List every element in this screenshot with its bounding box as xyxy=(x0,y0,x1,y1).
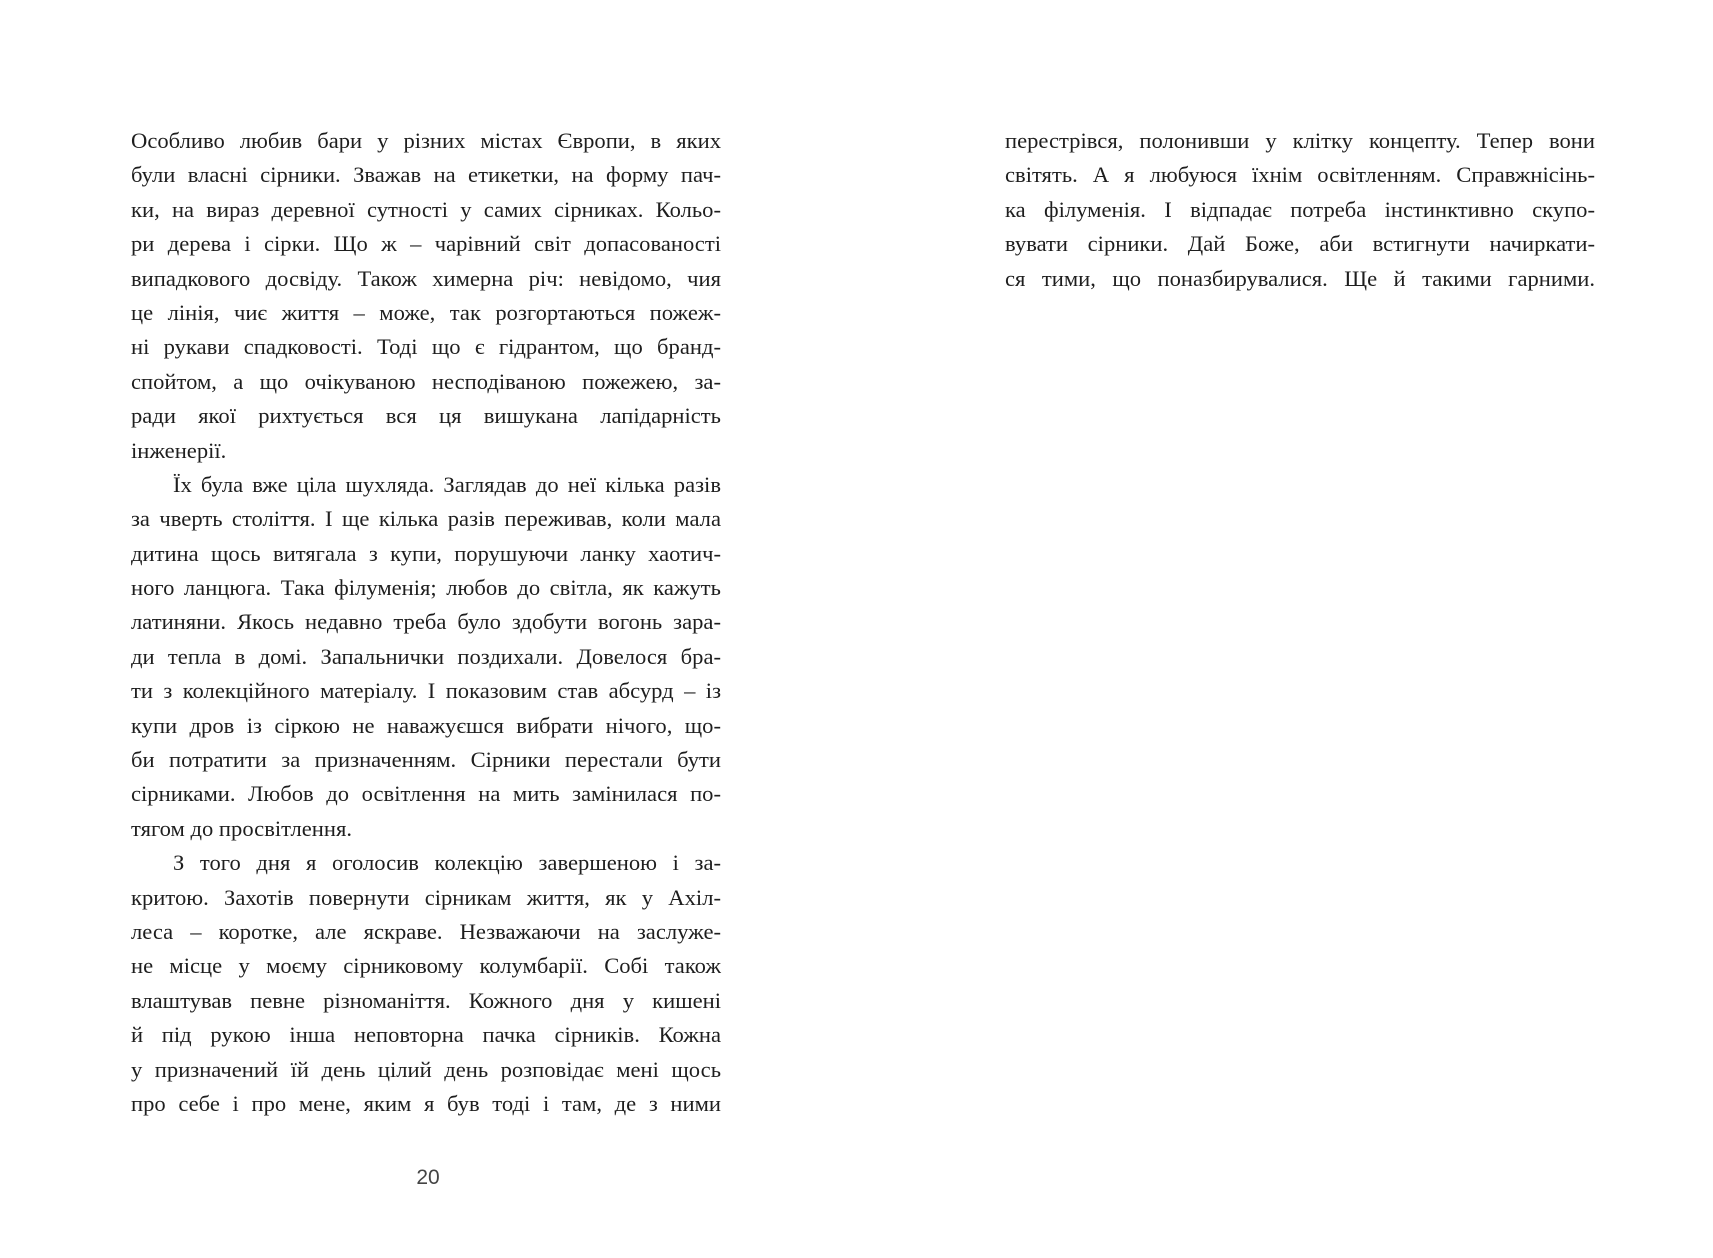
text-line: дитина щось витягала з купи, порушуючи ланку хаотич- xyxy=(131,540,721,566)
text-line: інженерії. xyxy=(131,437,227,463)
text-line: влаштував певне різноманіття. Кожного дня у кишені xyxy=(131,987,721,1013)
text-line: ного ланцюга. Така філуменія; любов до світла, як кажуть xyxy=(131,575,721,601)
text-line: Їх була вже ціла шухляда. Заглядав до неї кілька разів xyxy=(173,471,721,497)
page-number: 20 xyxy=(416,1166,440,1189)
text-line: леса – коротке, але яскраве. Незважаючи на заслуже- xyxy=(131,918,721,944)
text-line: ні рукави спадковості. Тоді що є гідрантом, що бранд- xyxy=(131,334,721,360)
right-text-column xyxy=(1005,124,1595,296)
text-line: це лінія, чиє життя – може, так розгортаються пожеж- xyxy=(131,299,721,325)
text-line: ди тепла в домі. Запальнички поздихали. Довелося бра- xyxy=(131,643,721,669)
text-line: ся тими, що поназбирувалися. Ще й такими гарними. xyxy=(1005,265,1595,291)
text-line: були власні сірники. Зважав на етикетки, на форму пач- xyxy=(131,162,721,188)
text-line: ка філуменія. І відпадає потреба інстинктивно скупо- xyxy=(1005,196,1595,222)
text-line: вувати сірники. Дай Боже, аби встигнути начиркати- xyxy=(1005,231,1595,257)
text-line: не місце у моєму сірниковому колумбарії. Собі також xyxy=(131,953,721,979)
text-line: випадкового досвіду. Також химерна річ: невідомо, чия xyxy=(131,265,721,291)
text-line: тягом до просвітлення. xyxy=(131,815,352,841)
right-page xyxy=(856,0,1713,1258)
text-line: й під рукою інша неповторна пачка сірників. Кожна xyxy=(131,1022,721,1048)
text-line: Особливо любив бари у різних містах Європи, в яких xyxy=(131,128,721,153)
left-page xyxy=(0,0,856,1258)
text-line: за чверть століття. І ще кілька разів переживав, коли мала xyxy=(131,506,721,532)
text-line: би потратити за призначенням. Сірники перестали бути xyxy=(131,747,721,773)
text-line: ки, на вираз деревної сутності у самих сірниках. Кольо- xyxy=(131,196,721,222)
text-line: про себе і про мене, яким я був тоді і там, де з ними xyxy=(131,1090,721,1116)
text-line: купи дров із сіркою не наважуєшся вибрати нічого, що- xyxy=(131,712,721,738)
text-line: ти з колекційного матеріалу. І показовим став абсурд – із xyxy=(131,678,721,704)
text-line: у призначений їй день цілий день розповідає мені щось xyxy=(131,1056,721,1082)
text-line: сірниками. Любов до освітлення на мить замінилася по- xyxy=(131,781,721,807)
text-line: латиняни. Якось недавно треба було здобути вогонь зара- xyxy=(131,609,721,635)
text-line: ри дерева і сірки. Що ж – чарівний світ допасованості xyxy=(131,231,721,257)
text-line: спойтом, а що очікуваною несподіваною пожежею, за- xyxy=(131,368,721,394)
text-line: світять. А я любуюся їхнім освітленням. Справжнісінь- xyxy=(1005,162,1595,188)
text-line: ради якої рихтується вся ця вишукана лапідарність xyxy=(131,403,721,429)
left-text-column xyxy=(131,124,721,1121)
text-line: критою. Захотів повернути сірникам життя, як у Ахіл- xyxy=(131,884,721,910)
text-line: З того дня я оголосив колекцію завершеною і за- xyxy=(173,850,721,876)
text-line: перестрівся, полонивши у клітку концепту. Тепер вони xyxy=(1005,128,1595,153)
